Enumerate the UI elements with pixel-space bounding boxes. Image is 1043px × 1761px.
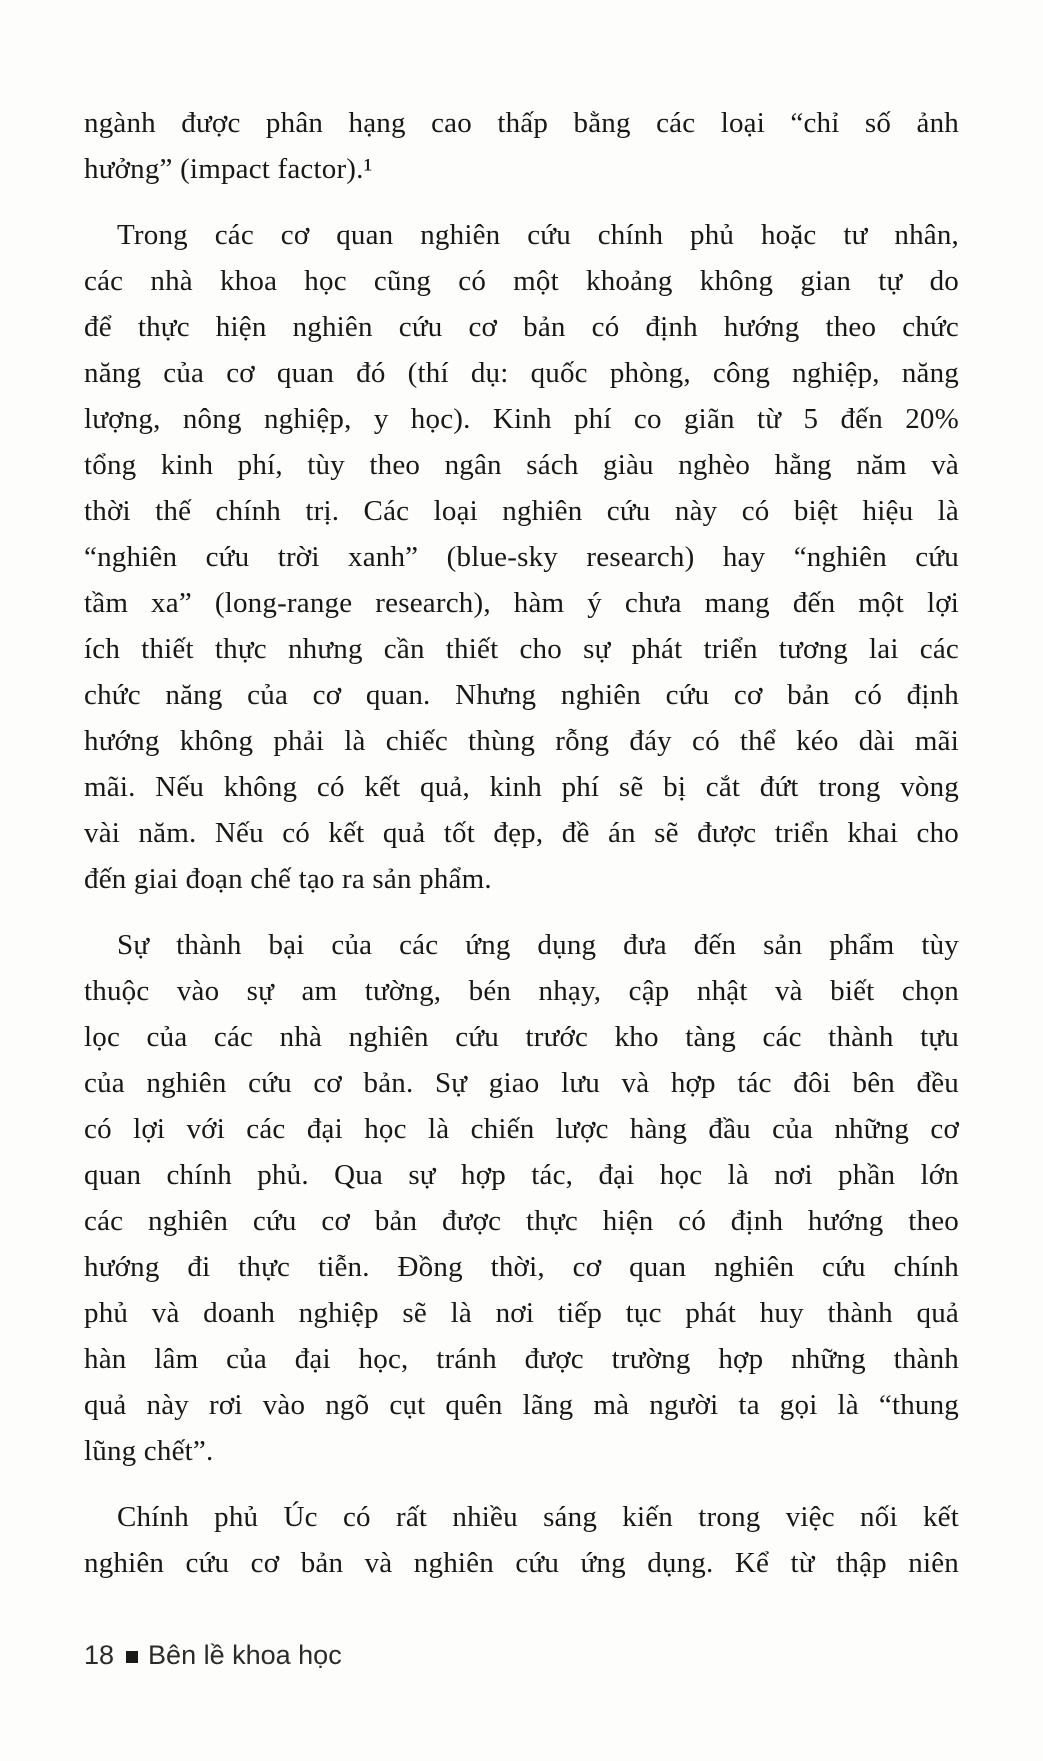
paragraph	[84, 100, 959, 192]
text-line: hưởng” (impact factor).¹	[84, 153, 373, 185]
text-line: vài năm. Nếu có kết quả tốt đẹp, đề án sẽ được triển khai cho	[84, 817, 959, 849]
page-footer	[84, 1640, 959, 1671]
text-line: tầm xa” (long-range research), hàm ý chưa mang đến một lợi	[84, 587, 959, 619]
text-line: lượng, nông nghiệp, y học). Kinh phí co giãn từ 5 đến 20%	[84, 403, 959, 435]
paragraph	[84, 1494, 959, 1586]
text-line: tổng kinh phí, tùy theo ngân sách giàu nghèo hằng năm và	[84, 449, 959, 481]
text-line: quan chính phủ. Qua sự hợp tác, đại học là nơi phần lớn	[84, 1159, 959, 1191]
text-line: Chính phủ Úc có rất nhiều sáng kiến trong việc nối kết	[117, 1501, 959, 1533]
text-line: năng của cơ quan đó (thí dụ: quốc phòng, công nghiệp, năng	[84, 357, 959, 389]
footer-page-number: 18	[84, 1640, 115, 1670]
text-line: các nhà khoa học cũng có một khoảng không gian tự do	[84, 265, 959, 297]
text-line: ích thiết thực nhưng cần thiết cho sự phát triển tương lai các	[84, 633, 959, 665]
text-line: Sự thành bại của các ứng dụng đưa đến sản phẩm tùy	[117, 929, 959, 961]
text-line: quả này rơi vào ngõ cụt quên lãng mà người ta gọi là “thung	[84, 1389, 959, 1421]
text-line: thuộc vào sự am tường, bén nhạy, cập nhật và biết chọn	[84, 975, 959, 1007]
text-line: chức năng của cơ quan. Nhưng nghiên cứu cơ bản có định	[84, 679, 959, 711]
text-line: lũng chết”.	[84, 1435, 214, 1467]
text-line: có lợi với các đại học là chiến lược hàng đầu của những cơ	[84, 1113, 959, 1145]
text-line: “nghiên cứu trời xanh” (blue-sky research) hay “nghiên cứu	[84, 541, 959, 573]
text-line: hướng không phải là chiếc thùng rỗng đáy có thể kéo dài mãi	[84, 725, 959, 757]
text-line: nghiên cứu cơ bản và nghiên cứu ứng dụng. Kể từ thập niên	[84, 1547, 959, 1579]
paragraph	[84, 212, 959, 902]
text-line: lọc của các nhà nghiên cứu trước kho tàng các thành tựu	[84, 1021, 959, 1053]
text-line: để thực hiện nghiên cứu cơ bản có định hướng theo chức	[84, 311, 959, 343]
text-line: Trong các cơ quan nghiên cứu chính phủ hoặc tư nhân,	[117, 219, 959, 251]
page-text	[84, 100, 959, 1586]
text-line: thời thế chính trị. Các loại nghiên cứu này có biệt hiệu là	[84, 495, 959, 527]
text-line: ngành được phân hạng cao thấp bằng các loại “chỉ số ảnh	[84, 107, 959, 139]
text-line: của nghiên cứu cơ bản. Sự giao lưu và hợp tác đôi bên đều	[84, 1067, 959, 1099]
paragraph	[84, 922, 959, 1474]
text-line: đến giai đoạn chế tạo ra sản phẩm.	[84, 863, 492, 895]
footer-separator-square-icon	[126, 1651, 138, 1663]
text-line: phủ và doanh nghiệp sẽ là nơi tiếp tục phát huy thành quả	[84, 1297, 959, 1329]
text-line: hàn lâm của đại học, tránh được trường hợp những thành	[84, 1343, 959, 1375]
text-line: các nghiên cứu cơ bản được thực hiện có định hướng theo	[84, 1205, 959, 1237]
text-line: hướng đi thực tiễn. Đồng thời, cơ quan nghiên cứu chính	[84, 1251, 959, 1283]
footer-book-title: Bên lề khoa học	[148, 1640, 342, 1670]
text-line: mãi. Nếu không có kết quả, kinh phí sẽ bị cắt đứt trong vòng	[84, 771, 959, 803]
